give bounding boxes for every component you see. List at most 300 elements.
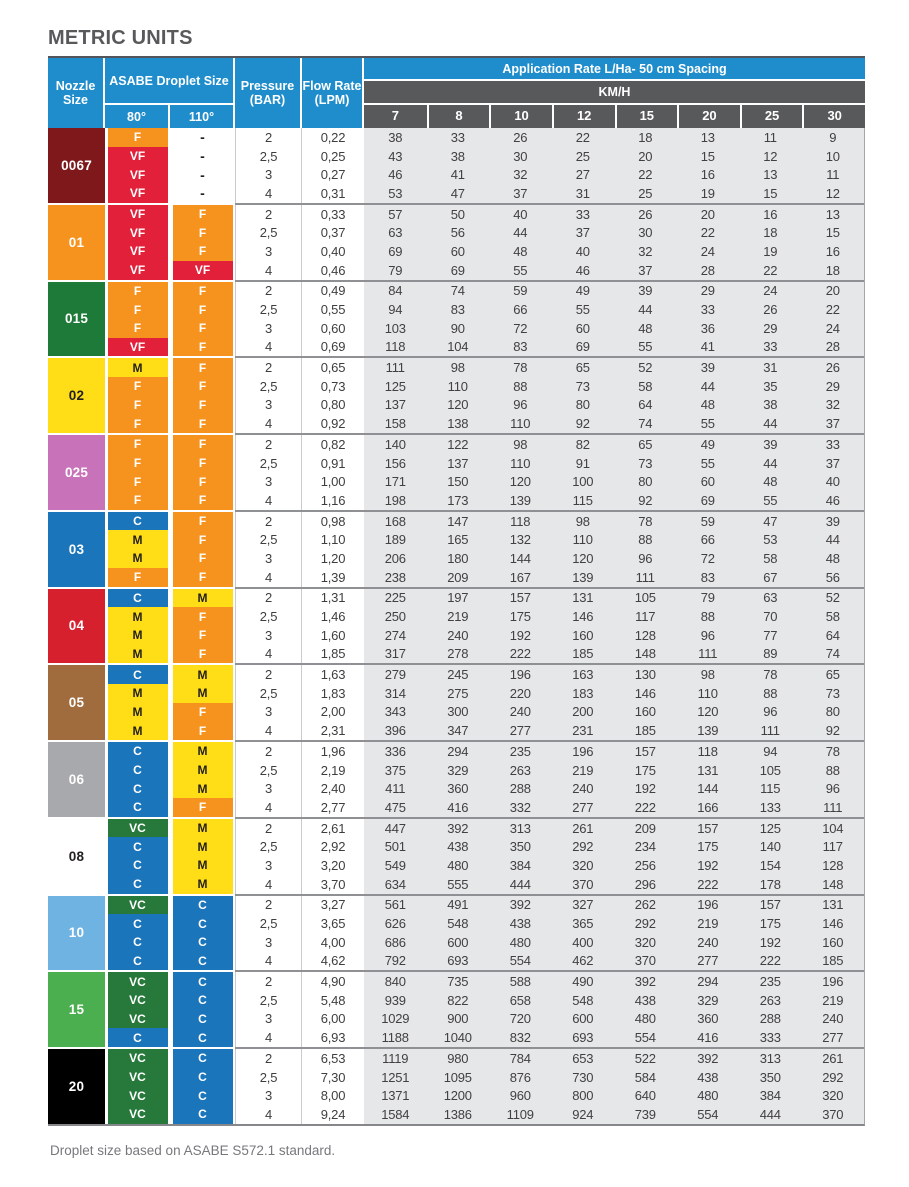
rate-cell: 43 bbox=[364, 147, 427, 166]
rate-cell: 278 bbox=[427, 645, 490, 664]
rate-cell: 39 bbox=[677, 358, 740, 377]
droplet-class-label: C bbox=[108, 798, 168, 817]
droplet-110-cell bbox=[170, 952, 235, 971]
rate-cell: 52 bbox=[614, 358, 677, 377]
flow-rate-cell: 0,46 bbox=[302, 261, 364, 280]
droplet-110-cell bbox=[170, 147, 235, 166]
rate-cell: 22 bbox=[614, 165, 677, 184]
rate-cell: 279 bbox=[364, 665, 427, 684]
flow-rate-cell: 6,00 bbox=[302, 1010, 364, 1029]
rate-cell: 67 bbox=[739, 568, 802, 587]
rate-cell: 88 bbox=[489, 377, 552, 396]
flow-rate-cell: 2,19 bbox=[302, 761, 364, 780]
droplet-80-cell bbox=[105, 319, 170, 338]
droplet-80-cell bbox=[105, 1068, 170, 1087]
droplet-class-label: VC bbox=[108, 1105, 168, 1124]
droplet-class-label: M bbox=[173, 589, 233, 608]
droplet-class-label: VF bbox=[108, 184, 168, 203]
droplet-110-cell bbox=[170, 338, 235, 357]
droplet-class-label: M bbox=[173, 779, 233, 798]
rate-cell: 157 bbox=[739, 896, 802, 915]
header-droplet-size-group bbox=[105, 58, 235, 128]
droplet-110-cell bbox=[170, 798, 235, 817]
rate-cell: 154 bbox=[739, 856, 802, 875]
droplet-80-cell bbox=[105, 896, 170, 915]
rate-cell: 72 bbox=[677, 549, 740, 568]
droplet-80-cell bbox=[105, 377, 170, 396]
pressure-cell: 2 bbox=[235, 435, 302, 454]
rate-cell: 384 bbox=[739, 1086, 802, 1105]
rate-cell: 130 bbox=[614, 665, 677, 684]
rate-cell: 209 bbox=[427, 568, 490, 587]
rate-cell: 57 bbox=[364, 205, 427, 224]
droplet-80-cell bbox=[105, 472, 170, 491]
header-speeds-row bbox=[364, 105, 865, 128]
rate-cell: 13 bbox=[739, 165, 802, 184]
droplet-110-cell bbox=[170, 223, 235, 242]
rate-cell: 365 bbox=[552, 914, 615, 933]
rate-cell: 80 bbox=[552, 396, 615, 415]
rate-cell: 49 bbox=[677, 435, 740, 454]
rate-cell: 148 bbox=[614, 645, 677, 664]
rate-cell: 58 bbox=[739, 549, 802, 568]
rate-cell: 555 bbox=[427, 875, 490, 894]
rate-cell: 18 bbox=[739, 223, 802, 242]
droplet-80-cell bbox=[105, 205, 170, 224]
rate-cell: 36 bbox=[677, 319, 740, 338]
droplet-80-cell bbox=[105, 645, 170, 664]
rate-cell: 137 bbox=[427, 454, 490, 473]
rate-cell: 60 bbox=[427, 242, 490, 261]
rate-cell: 462 bbox=[552, 952, 615, 971]
flow-rate-cell: 0,91 bbox=[302, 454, 364, 473]
droplet-class-label: C bbox=[173, 896, 233, 915]
rate-cell: 262 bbox=[614, 896, 677, 915]
nozzle-size-label: 20 bbox=[48, 1049, 105, 1124]
droplet-class-label: VC bbox=[108, 1068, 168, 1087]
rate-cell: 30 bbox=[489, 147, 552, 166]
droplet-class-label: F bbox=[108, 472, 168, 491]
droplet-80-cell bbox=[105, 165, 170, 184]
rate-cell: 55 bbox=[739, 491, 802, 510]
rate-cell: 79 bbox=[677, 589, 740, 608]
droplet-class-label: M bbox=[108, 530, 168, 549]
droplet-class-label: VC bbox=[108, 991, 168, 1010]
droplet-80-cell bbox=[105, 779, 170, 798]
rate-cell: 329 bbox=[677, 991, 740, 1010]
pressure-cell: 4 bbox=[235, 798, 302, 817]
rate-cell: 600 bbox=[427, 933, 490, 952]
nozzle-size-cell bbox=[48, 512, 105, 587]
droplet-80-cell bbox=[105, 338, 170, 357]
rate-cell: 277 bbox=[489, 721, 552, 740]
nozzle-size-cell bbox=[48, 896, 105, 971]
rate-cell: 44 bbox=[614, 300, 677, 319]
nozzle-size-cell bbox=[48, 819, 105, 894]
droplet-80-cell bbox=[105, 761, 170, 780]
flow-rate-cell: 2,61 bbox=[302, 819, 364, 838]
droplet-80-cell bbox=[105, 1105, 170, 1124]
droplet-110-cell bbox=[170, 549, 235, 568]
no-rating-dash: - bbox=[200, 148, 205, 165]
rate-cell: 10 bbox=[802, 147, 865, 166]
flow-rate-cell: 3,70 bbox=[302, 875, 364, 894]
flow-rate-cell: 0,27 bbox=[302, 165, 364, 184]
rate-cell: 29 bbox=[677, 282, 740, 301]
droplet-class-label: F bbox=[173, 626, 233, 645]
pressure-cell: 2,5 bbox=[235, 147, 302, 166]
droplet-110-cell bbox=[170, 665, 235, 684]
droplet-110-cell bbox=[170, 856, 235, 875]
droplet-class-label: M bbox=[173, 875, 233, 894]
rate-cell: 37 bbox=[802, 454, 865, 473]
droplet-110-cell bbox=[170, 1105, 235, 1124]
rate-cell: 438 bbox=[427, 837, 490, 856]
droplet-110-cell bbox=[170, 779, 235, 798]
droplet-class-label: C bbox=[173, 1105, 233, 1124]
rate-cell: 1200 bbox=[427, 1086, 490, 1105]
rate-cell: 416 bbox=[677, 1028, 740, 1047]
rate-cell: 360 bbox=[427, 779, 490, 798]
rate-cell: 92 bbox=[614, 491, 677, 510]
rate-cell: 360 bbox=[677, 1010, 740, 1029]
header-pressure: Pressure (BAR) bbox=[235, 58, 302, 128]
flow-rate-cell: 0,37 bbox=[302, 223, 364, 242]
rate-cell: 160 bbox=[802, 933, 865, 952]
flow-rate-cell: 0,82 bbox=[302, 435, 364, 454]
header-nozzle-size: Nozzle Size bbox=[48, 58, 105, 128]
header-speed-20: 20 bbox=[677, 105, 740, 128]
rate-cell: 175 bbox=[489, 607, 552, 626]
rate-cell: 94 bbox=[739, 742, 802, 761]
rate-cell: 11 bbox=[739, 128, 802, 147]
rate-cell: 600 bbox=[552, 1010, 615, 1029]
rate-cell: 111 bbox=[677, 645, 740, 664]
rate-cell: 37 bbox=[489, 184, 552, 203]
droplet-80-cell bbox=[105, 742, 170, 761]
droplet-80-cell bbox=[105, 530, 170, 549]
rate-cell: 157 bbox=[489, 589, 552, 608]
rate-cell: 138 bbox=[427, 414, 490, 433]
droplet-class-label: C bbox=[108, 589, 168, 608]
header-angle-row bbox=[105, 105, 233, 128]
droplet-class-label: F bbox=[108, 319, 168, 338]
nozzle-size-cell bbox=[48, 282, 105, 357]
rate-cell: 148 bbox=[802, 875, 865, 894]
rate-cell: 480 bbox=[614, 1010, 677, 1029]
pressure-cell: 2 bbox=[235, 128, 302, 147]
droplet-class-label: M bbox=[173, 742, 233, 761]
rate-cell: 240 bbox=[677, 933, 740, 952]
rate-cell: 44 bbox=[489, 223, 552, 242]
rate-cell: 196 bbox=[802, 972, 865, 991]
nozzle-group-04 bbox=[48, 589, 864, 664]
droplet-class-label: F bbox=[108, 414, 168, 433]
rate-cell: 52 bbox=[802, 589, 865, 608]
droplet-class-label: VC bbox=[108, 819, 168, 838]
rate-cell: 960 bbox=[489, 1086, 552, 1105]
droplet-110-cell bbox=[170, 396, 235, 415]
rate-cell: 686 bbox=[364, 933, 427, 952]
rate-cell: 332 bbox=[489, 798, 552, 817]
flow-rate-cell: 4,90 bbox=[302, 972, 364, 991]
rate-cell: 234 bbox=[614, 837, 677, 856]
pressure-cell: 4 bbox=[235, 721, 302, 740]
droplet-class-label: C bbox=[108, 837, 168, 856]
droplet-class-label: VF bbox=[108, 338, 168, 357]
rate-cell: 347 bbox=[427, 721, 490, 740]
pressure-cell: 4 bbox=[235, 568, 302, 587]
droplet-class-label: F bbox=[173, 377, 233, 396]
rate-cell: 48 bbox=[614, 319, 677, 338]
rate-cell: 840 bbox=[364, 972, 427, 991]
nozzle-group-025 bbox=[48, 435, 864, 510]
droplet-class-label: M bbox=[173, 665, 233, 684]
flow-rate-cell: 1,31 bbox=[302, 589, 364, 608]
rate-cell: 548 bbox=[427, 914, 490, 933]
rate-cell: 653 bbox=[552, 1049, 615, 1068]
rate-cell: 110 bbox=[677, 684, 740, 703]
flow-rate-cell: 3,27 bbox=[302, 896, 364, 915]
rate-cell: 110 bbox=[552, 530, 615, 549]
flow-rate-cell: 3,65 bbox=[302, 914, 364, 933]
rate-cell: 274 bbox=[364, 626, 427, 645]
page-title: METRIC UNITS bbox=[48, 27, 193, 49]
droplet-class-label: C bbox=[173, 952, 233, 971]
rate-cell: 37 bbox=[614, 261, 677, 280]
rate-cell: 294 bbox=[677, 972, 740, 991]
rate-cell: 480 bbox=[427, 856, 490, 875]
nozzle-size-label: 04 bbox=[48, 589, 105, 664]
flow-rate-cell: 1,83 bbox=[302, 684, 364, 703]
pressure-cell: 2,5 bbox=[235, 1068, 302, 1087]
rate-cell: 219 bbox=[552, 761, 615, 780]
droplet-class-label: M bbox=[173, 819, 233, 838]
rate-cell: 150 bbox=[427, 472, 490, 491]
nozzle-size-label: 0067 bbox=[48, 128, 105, 203]
rate-cell: 78 bbox=[802, 742, 865, 761]
droplet-class-label: C bbox=[108, 665, 168, 684]
flow-rate-cell: 0,69 bbox=[302, 338, 364, 357]
flow-rate-cell: 1,10 bbox=[302, 530, 364, 549]
rate-cell: 256 bbox=[614, 856, 677, 875]
rate-cell: 18 bbox=[614, 128, 677, 147]
pressure-cell: 4 bbox=[235, 491, 302, 510]
droplet-110-cell bbox=[170, 184, 235, 203]
droplet-class-label: M bbox=[108, 645, 168, 664]
flow-rate-cell: 0,98 bbox=[302, 512, 364, 531]
footnote: Droplet size based on ASABE S572.1 standard. bbox=[50, 1143, 336, 1158]
rate-cell: 370 bbox=[552, 875, 615, 894]
pressure-cell: 3 bbox=[235, 319, 302, 338]
rate-cell: 132 bbox=[489, 530, 552, 549]
rate-cell: 438 bbox=[614, 991, 677, 1010]
rate-cell: 200 bbox=[552, 703, 615, 722]
nozzle-group-02 bbox=[48, 358, 864, 433]
droplet-class-label: F bbox=[108, 435, 168, 454]
rate-cell: 158 bbox=[364, 414, 427, 433]
droplet-110-cell bbox=[170, 1028, 235, 1047]
rate-cell: 88 bbox=[802, 761, 865, 780]
rate-cell: 77 bbox=[739, 626, 802, 645]
droplet-80-cell bbox=[105, 1010, 170, 1029]
droplet-class-label: F bbox=[108, 454, 168, 473]
rate-cell: 219 bbox=[802, 991, 865, 1010]
rate-cell: 104 bbox=[427, 338, 490, 357]
pressure-cell: 2 bbox=[235, 205, 302, 224]
flow-rate-cell: 7,30 bbox=[302, 1068, 364, 1087]
droplet-80-cell bbox=[105, 223, 170, 242]
rate-cell: 392 bbox=[677, 1049, 740, 1068]
rate-cell: 333 bbox=[739, 1028, 802, 1047]
rate-cell: 180 bbox=[427, 549, 490, 568]
nozzle-size-label: 05 bbox=[48, 665, 105, 740]
rate-cell: 18 bbox=[802, 261, 865, 280]
rate-cell: 275 bbox=[427, 684, 490, 703]
droplet-class-label: C bbox=[173, 1049, 233, 1068]
flow-rate-cell: 1,39 bbox=[302, 568, 364, 587]
rate-cell: 128 bbox=[614, 626, 677, 645]
rate-cell: 33 bbox=[677, 300, 740, 319]
droplet-80-cell bbox=[105, 626, 170, 645]
droplet-class-label: F bbox=[173, 338, 233, 357]
rate-cell: 13 bbox=[677, 128, 740, 147]
droplet-110-cell bbox=[170, 1010, 235, 1029]
rate-cell: 49 bbox=[552, 282, 615, 301]
rate-cell: 118 bbox=[364, 338, 427, 357]
flow-rate-cell: 0,40 bbox=[302, 242, 364, 261]
droplet-class-label: F bbox=[173, 491, 233, 510]
rate-cell: 222 bbox=[614, 798, 677, 817]
droplet-class-label: M bbox=[173, 856, 233, 875]
rate-cell: 185 bbox=[614, 721, 677, 740]
nozzle-group-03 bbox=[48, 512, 864, 587]
rate-cell: 100 bbox=[552, 472, 615, 491]
rate-cell: 29 bbox=[802, 377, 865, 396]
droplet-class-label: C bbox=[108, 856, 168, 875]
rate-cell: 15 bbox=[802, 223, 865, 242]
rate-cell: 370 bbox=[614, 952, 677, 971]
rate-cell: 28 bbox=[802, 338, 865, 357]
rate-cell: 206 bbox=[364, 549, 427, 568]
droplet-110-cell bbox=[170, 589, 235, 608]
droplet-class-label: F bbox=[173, 414, 233, 433]
nozzle-size-cell bbox=[48, 665, 105, 740]
droplet-class-label: F bbox=[173, 568, 233, 587]
rate-cell: 96 bbox=[614, 549, 677, 568]
rate-cell: 392 bbox=[614, 972, 677, 991]
flow-rate-cell: 1,20 bbox=[302, 549, 364, 568]
rate-cell: 69 bbox=[427, 261, 490, 280]
rate-cell: 15 bbox=[739, 184, 802, 203]
nozzle-size-label: 15 bbox=[48, 972, 105, 1047]
droplet-110-cell bbox=[170, 1068, 235, 1087]
rate-cell: 343 bbox=[364, 703, 427, 722]
droplet-80-cell bbox=[105, 665, 170, 684]
flow-rate-cell: 2,92 bbox=[302, 837, 364, 856]
rate-cell: 263 bbox=[489, 761, 552, 780]
rate-cell: 33 bbox=[427, 128, 490, 147]
nozzle-size-cell bbox=[48, 358, 105, 433]
rate-cell: 192 bbox=[739, 933, 802, 952]
rate-cell: 196 bbox=[489, 665, 552, 684]
rate-cell: 240 bbox=[802, 1010, 865, 1029]
nozzle-group-01 bbox=[48, 205, 864, 280]
droplet-110-cell bbox=[170, 435, 235, 454]
droplet-class-label: F bbox=[173, 205, 233, 224]
rate-cell: 277 bbox=[802, 1028, 865, 1047]
rate-cell: 111 bbox=[802, 798, 865, 817]
rate-cell: 60 bbox=[552, 319, 615, 338]
droplet-80-cell bbox=[105, 589, 170, 608]
rate-cell: 20 bbox=[614, 147, 677, 166]
rate-cell: 480 bbox=[677, 1086, 740, 1105]
rate-cell: 96 bbox=[489, 396, 552, 415]
flow-rate-cell: 0,55 bbox=[302, 300, 364, 319]
rate-cell: 219 bbox=[677, 914, 740, 933]
droplet-110-cell bbox=[170, 205, 235, 224]
droplet-class-label: M bbox=[108, 721, 168, 740]
pressure-cell: 2,5 bbox=[235, 223, 302, 242]
pressure-cell: 2,5 bbox=[235, 300, 302, 319]
rate-cell: 329 bbox=[427, 761, 490, 780]
rate-cell: 784 bbox=[489, 1049, 552, 1068]
droplet-110-cell bbox=[170, 703, 235, 722]
rate-cell: 411 bbox=[364, 779, 427, 798]
rate-cell: 79 bbox=[364, 261, 427, 280]
pressure-cell: 4 bbox=[235, 952, 302, 971]
droplet-class-label: F bbox=[173, 454, 233, 473]
droplet-80-cell bbox=[105, 147, 170, 166]
rate-cell: 53 bbox=[739, 530, 802, 549]
rate-cell: 65 bbox=[552, 358, 615, 377]
rate-cell: 219 bbox=[427, 607, 490, 626]
droplet-class-label: C bbox=[173, 1068, 233, 1087]
rate-cell: 80 bbox=[614, 472, 677, 491]
rate-cell: 561 bbox=[364, 896, 427, 915]
droplet-110-cell bbox=[170, 761, 235, 780]
header-speed-10: 10 bbox=[489, 105, 552, 128]
droplet-110-cell bbox=[170, 819, 235, 838]
rate-cell: 44 bbox=[677, 377, 740, 396]
nozzle-size-cell bbox=[48, 972, 105, 1047]
droplet-80-cell bbox=[105, 933, 170, 952]
droplet-class-label: VF bbox=[173, 261, 233, 280]
header-speed-7: 7 bbox=[364, 105, 427, 128]
droplet-class-label: F bbox=[173, 645, 233, 664]
droplet-class-label: C bbox=[173, 972, 233, 991]
rate-cell: 58 bbox=[802, 607, 865, 626]
pressure-cell: 4 bbox=[235, 1028, 302, 1047]
rate-cell: 47 bbox=[739, 512, 802, 531]
rate-cell: 63 bbox=[364, 223, 427, 242]
rate-cell: 98 bbox=[552, 512, 615, 531]
droplet-class-label: F bbox=[173, 300, 233, 319]
rate-cell: 96 bbox=[739, 703, 802, 722]
droplet-class-label: M bbox=[173, 837, 233, 856]
droplet-80-cell bbox=[105, 703, 170, 722]
rate-cell: 46 bbox=[552, 261, 615, 280]
droplet-110-cell bbox=[170, 607, 235, 626]
rate-cell: 111 bbox=[739, 721, 802, 740]
rate-cell: 117 bbox=[802, 837, 865, 856]
rate-cell: 20 bbox=[802, 282, 865, 301]
nozzle-rate-table bbox=[48, 56, 865, 1126]
rate-cell: 72 bbox=[489, 319, 552, 338]
rate-cell: 240 bbox=[427, 626, 490, 645]
flow-rate-cell: 2,00 bbox=[302, 703, 364, 722]
rate-cell: 125 bbox=[739, 819, 802, 838]
